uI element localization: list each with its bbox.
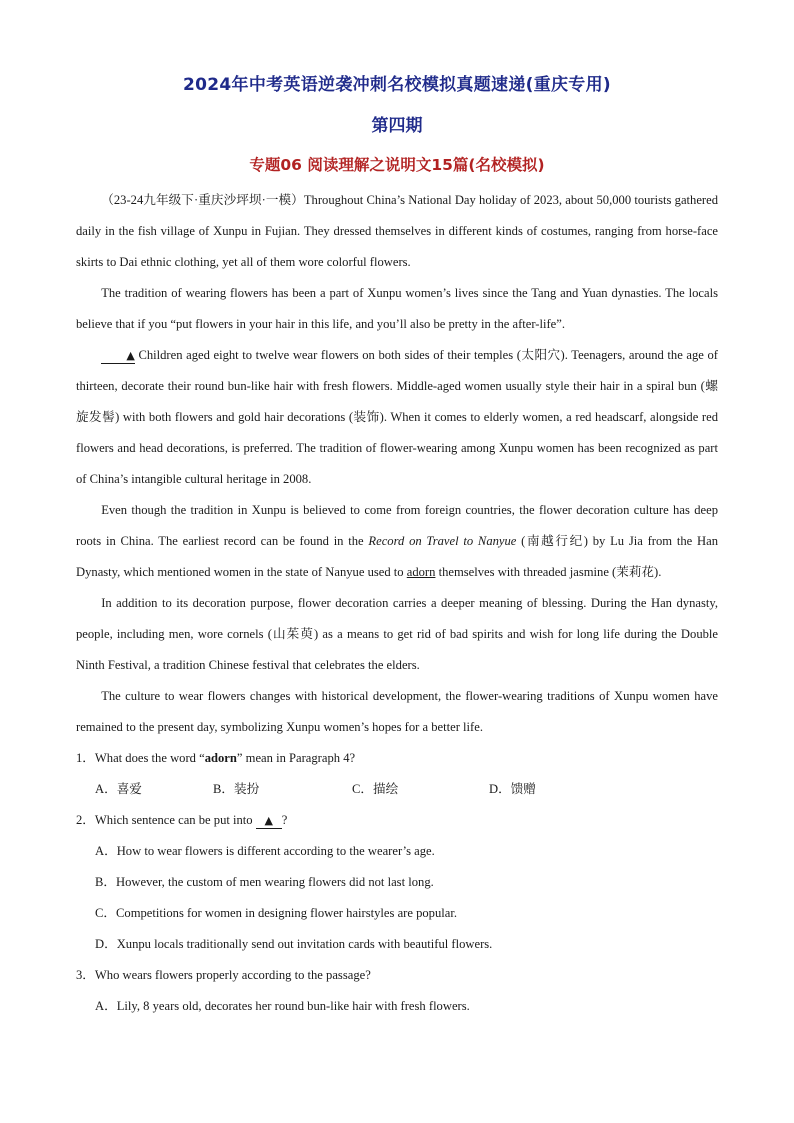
option-a[interactable]: A．Lily, 8 years old, decorates her round bun-like hair with fresh flowers. [95, 999, 470, 1013]
option-b[interactable]: B．装扮 [213, 782, 260, 796]
option-d[interactable]: D．馈赠 [489, 782, 536, 796]
paragraph-3: ▲ Children aged eight to twelve wear flowers on both sides of their temples (太阳穴). Teenagers, around the age of thirteen, decorate their round bun-like hair with fresh flowers. Middle-aged women usually style their hair in a spiral bun (螺旋发髻) with both flowers and gold hair decorations (装饰). When it comes to elderly women, a red headscarf, alongside red flowers and head decorations, is preferred. The tradition of flower-wearing among Xunpu women has been recognized as part of China’s intangible cultural heritage in 2008. [76, 348, 718, 486]
option-d[interactable]: D．Xunpu locals traditionally send out invitation cards with beautiful flowers. [95, 937, 493, 951]
question-1-options [76, 774, 718, 805]
paragraph-6: The culture to wear flowers changes with historical development, the flower-wearing traditions of Xunpu women have remained to the present day, symbolizing Xunpu women’s hopes for a better life. [76, 689, 718, 734]
paragraph-1: （23-24九年级下·重庆沙坪坝·一模）Throughout China’s National Day holiday of 2023, about 50,000 tourists gathered daily in the fish village of Xunpu in Fujian. They dressed themselves in different kinds of costumes, ranging from horse-face skirts to Dai ethnic clothing, yet all of them wore colorful flowers. [76, 193, 718, 269]
option-c[interactable]: C．Competitions for women in designing flower hairstyles are popular. [95, 906, 458, 920]
underlined-word: adorn [406, 565, 436, 579]
paragraph-5: In addition to its decoration purpose, flower decoration carries a deeper meaning of blessing. During the Han dynasty, people, including men, wore cornels (山茱萸) as a means to get rid of bad spirits and wish for long life during the Double Ninth Festival, a tradition Chinese festival that celebrates the elders. [76, 596, 718, 672]
option-a[interactable]: A．喜爱 [95, 782, 142, 796]
issue-title: 第四期 [371, 116, 423, 136]
option-c[interactable]: C．描绘 [352, 782, 399, 796]
book-title: Record on Travel to Nanyue [368, 534, 517, 548]
question-3: 3．Who wears flowers properly according to the passage? [76, 968, 371, 982]
topic-title: 专题06 阅读理解之说明文15篇(名校模拟) [249, 156, 545, 174]
paragraph-4: Even though the tradition in Xunpu is believed to come from foreign countries, the flower decoration culture has deep roots in China. The earliest record can be found in the Record on Travel to Nanyue (南越行纪) by Lu Jia from the Han Dynasty, which mentioned women in the state of Nanyue used to adorn themselves with threaded jasmine (茉莉花). [76, 503, 718, 579]
answer-blank: ▲ [101, 349, 135, 364]
question-1: 1．What does the word “adorn” mean in Paragraph 4? [76, 751, 356, 765]
option-b[interactable]: B．However, the custom of men wearing flowers did not last long. [95, 875, 434, 889]
document-title: 2024年中考英语逆袭冲刺名校模拟真题速递(重庆专用) [183, 75, 611, 95]
question-2: 2．Which sentence can be put into ▲ ? [76, 813, 288, 827]
paragraph-2: The tradition of wearing flowers has been a part of Xunpu women’s lives since the Tang and Yuan dynasties. The locals believe that if you “put flowers in your hair in this life, and you’ll also be pretty in the after-life”. [76, 286, 718, 331]
answer-blank: ▲ [256, 814, 282, 829]
option-a[interactable]: A．How to wear flowers is different according to the wearer’s age. [95, 844, 435, 858]
reading-passage [76, 185, 718, 1022]
source-label: （23-24九年级下·重庆沙坪坝·一模） [101, 193, 304, 207]
